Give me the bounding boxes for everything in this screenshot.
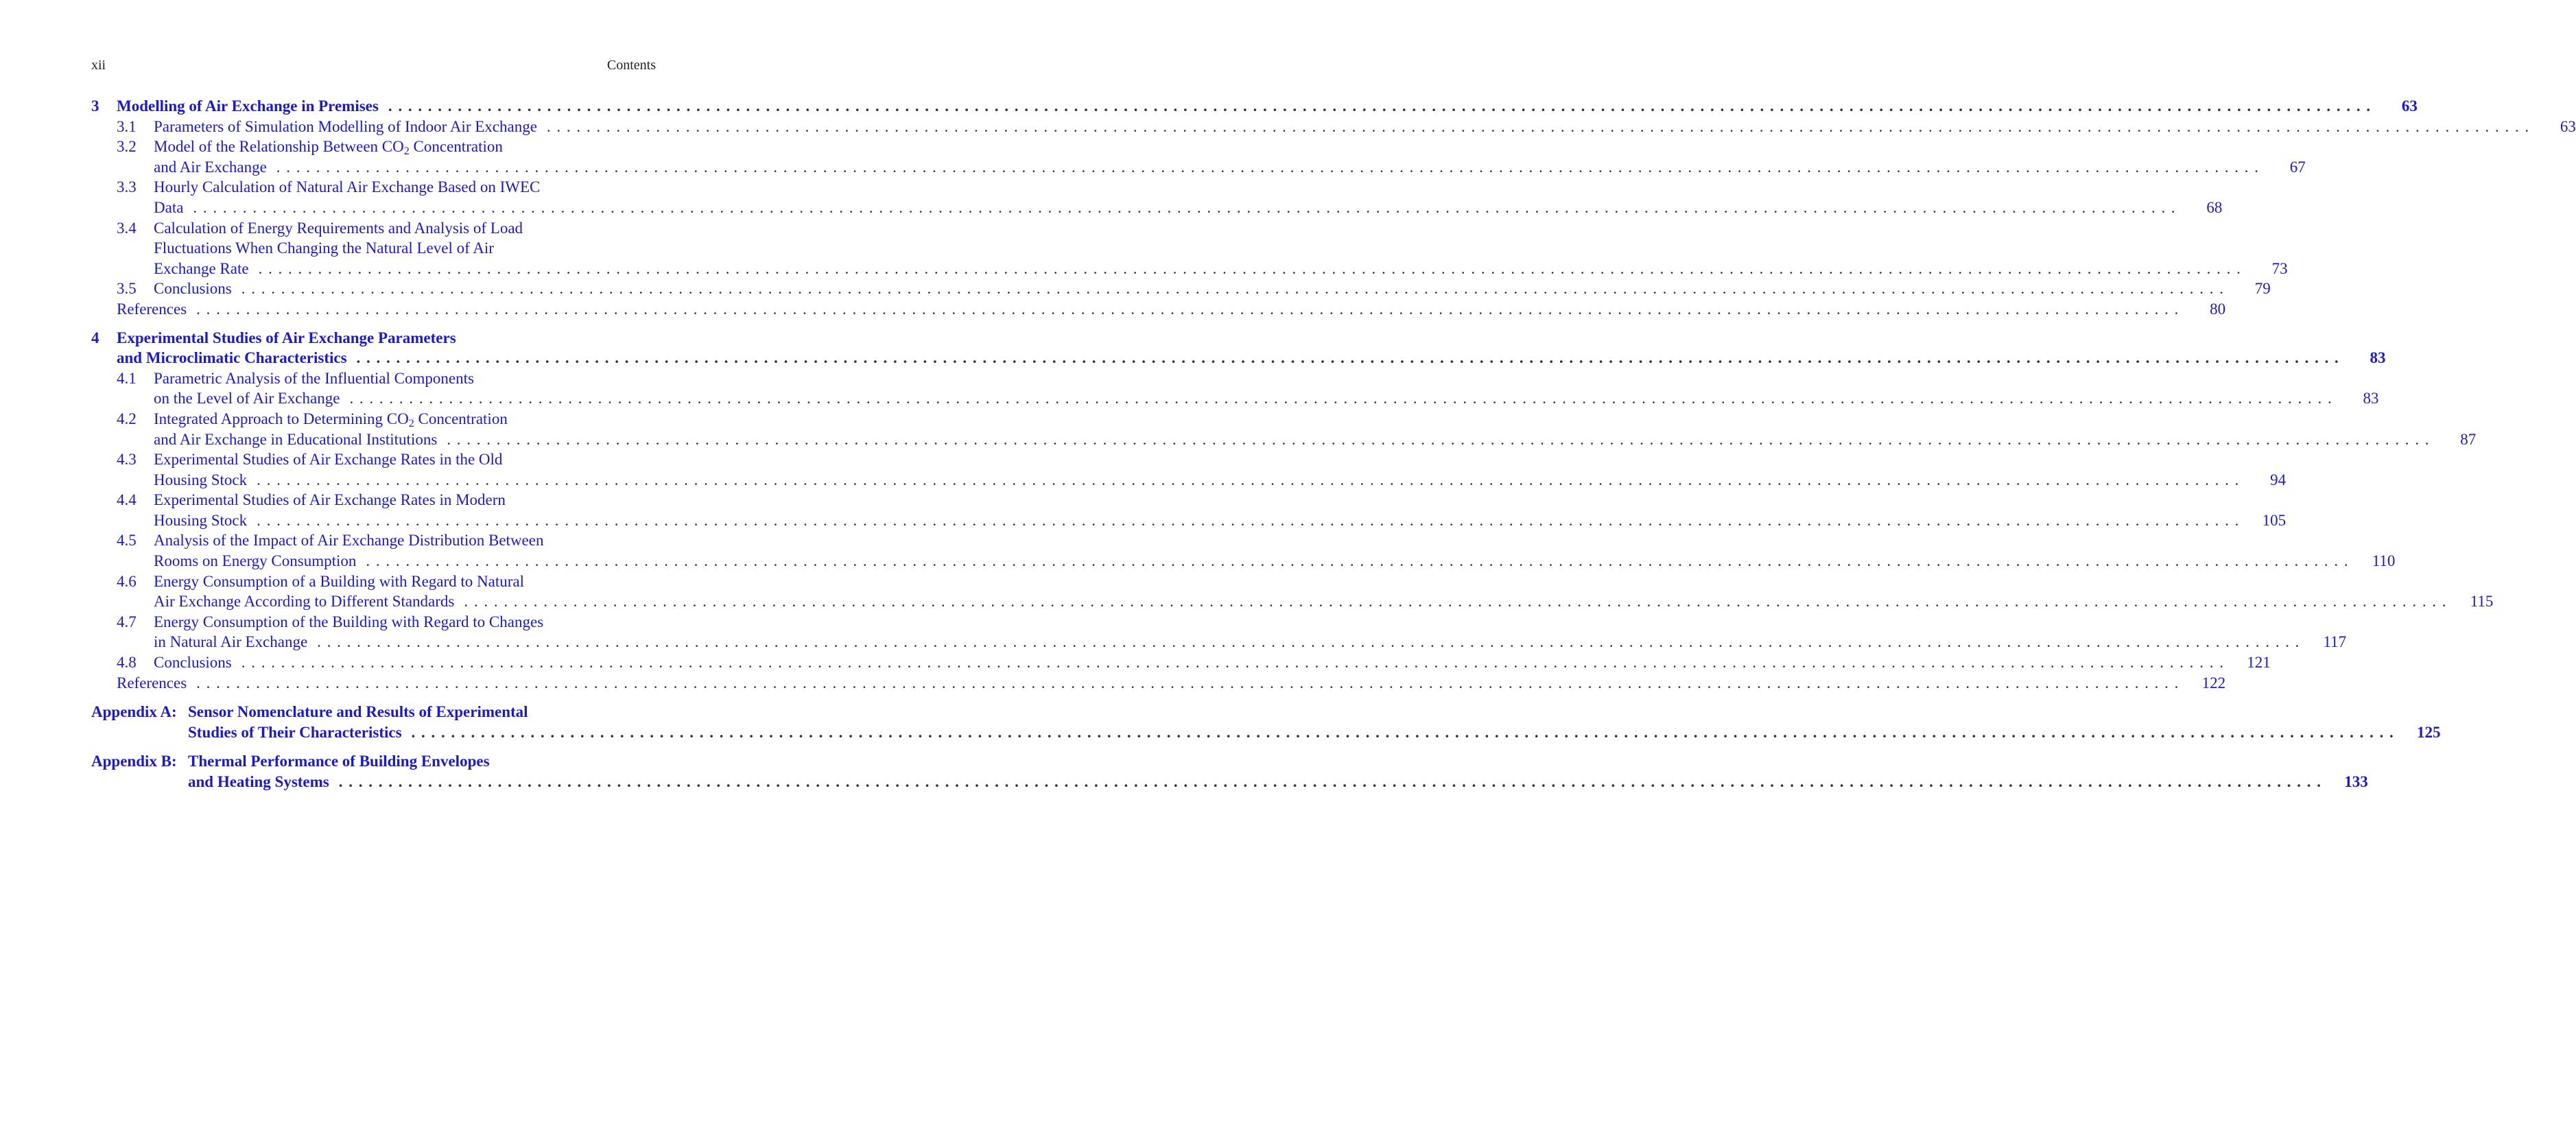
toc-page-number: 79 <box>2254 280 2271 298</box>
leader-dots: ........................................................................................................................................................................................................ <box>241 280 2230 298</box>
toc-entry-number: 4.6 <box>117 572 137 590</box>
toc-entry-title-line: Analysis of the Impact of Air Exchange Distribution Between <box>154 532 544 549</box>
toc-entry[interactable] <box>91 652 2271 673</box>
toc-entry-number: 4.8 <box>117 654 137 672</box>
toc-entry-number: 4.4 <box>117 491 137 509</box>
toc-entry-title-line: and Microclimatic Characteristics <box>117 349 347 367</box>
toc-page-number: 105 <box>2262 511 2287 529</box>
toc-entry[interactable] <box>91 449 2287 490</box>
leader-dots: ........................................................................................................................................................................................................ <box>464 593 2453 611</box>
leader-dots: ........................................................................................................................................................................................................ <box>257 511 2245 529</box>
toc-entry-number: 3.1 <box>117 117 137 135</box>
toc-entry-title-line: Experimental Studies of Air Exchange Rates in the Old <box>154 451 503 469</box>
toc-entry-number: 4.1 <box>117 369 137 387</box>
leader-dots: ........................................................................................................................................................................................................ <box>276 158 2265 176</box>
toc-entry-title-line: Conclusions <box>154 280 232 298</box>
toc-entry-number: Appendix B: <box>91 753 177 770</box>
toc-page-number: 68 <box>2206 198 2223 216</box>
toc-entry-number: 3 <box>91 97 99 115</box>
toc-page-number: 110 <box>2372 552 2396 570</box>
table-of-contents <box>91 96 2576 792</box>
toc-page-number: 67 <box>2289 158 2306 176</box>
toc-entry-title-line: Modelling of Air Exchange in Premises <box>117 97 379 115</box>
toc-entry[interactable] <box>91 409 2477 449</box>
toc-entry-title-line: Air Exchange According to Different Standards <box>154 593 455 611</box>
leader-dots: ........................................................................................................................................................................................................ <box>411 723 2400 741</box>
running-head <box>91 58 656 73</box>
toc-entry-title-line: and Air Exchange <box>154 158 267 176</box>
toc-entry[interactable] <box>91 117 2576 137</box>
toc-entry-title-line: Sensor Nomenclature and Results of Experimental <box>188 703 528 721</box>
toc-entry-title-line: Hourly Calculation of Natural Air Exchange Based on IWEC <box>154 178 541 196</box>
toc-entry-title-line: and Air Exchange in Educational Institutions <box>154 430 438 448</box>
toc-entry-number: 4.7 <box>117 613 137 630</box>
leader-dots: ........................................................................................................................................................................................................ <box>241 654 2230 672</box>
toc-entry[interactable] <box>91 530 2396 571</box>
leader-dots: ........................................................................................................................................................................................................ <box>317 633 2306 651</box>
toc-entry[interactable] <box>91 328 2386 368</box>
toc-entry-title-line: Energy Consumption of the Building with Regard to Changes <box>154 613 544 630</box>
toc-page-number: 73 <box>2271 259 2288 277</box>
toc-entry-title-line: Housing Stock <box>154 471 248 488</box>
toc-page-number: 83 <box>2370 349 2386 367</box>
toc-entry-number: 3.3 <box>117 178 137 196</box>
toc-entry-title-line: Model of the Relationship Between $CO_2$ Concentration <box>154 138 503 158</box>
toc-entry-title-line: and Heating Systems <box>188 773 329 790</box>
toc-entry[interactable] <box>91 279 2271 299</box>
toc-entry-number: 3.2 <box>117 138 137 156</box>
toc-page-number: 125 <box>2417 723 2441 741</box>
toc-page-number: 94 <box>2270 471 2287 488</box>
leader-dots: ........................................................................................................................................................................................................ <box>388 97 2376 115</box>
leader-dots: ........................................................................................................................................................................................................ <box>349 390 2338 407</box>
toc-entry-number: Appendix A: <box>91 703 177 721</box>
leader-dots: ........................................................................................................................................................................................................ <box>196 300 2185 318</box>
toc-entry-title-line: Housing Stock <box>154 511 248 529</box>
leader-dots: ........................................................................................................................................................................................................ <box>258 259 2247 277</box>
toc-entry-number: 4.2 <box>117 410 137 427</box>
toc-entry[interactable] <box>91 702 2441 742</box>
toc-entry-title-line: Thermal Performance of Building Envelopes <box>188 753 490 770</box>
leader-dots: ........................................................................................................................................................................................................ <box>193 198 2182 216</box>
toc-entry[interactable] <box>91 368 2379 409</box>
toc-page-number: 63 <box>2560 117 2576 135</box>
toc-entry-title-line: Conclusions <box>154 654 232 672</box>
toc-entry[interactable] <box>91 612 2347 652</box>
leader-dots: ........................................................................................................................................................................................................ <box>257 471 2245 488</box>
toc-page-number: 80 <box>2210 300 2226 318</box>
toc-entry[interactable] <box>91 96 2418 117</box>
toc-entry[interactable] <box>91 571 2494 612</box>
toc-entry-number: 3.5 <box>117 280 137 298</box>
toc-entry[interactable] <box>91 751 2368 792</box>
toc-entry-title-line: Experimental Studies of Air Exchange Parameters <box>117 329 456 346</box>
toc-entry-title-line: Exchange Rate <box>154 259 249 277</box>
toc-page-number: 121 <box>2247 654 2271 672</box>
toc-page-number: 87 <box>2460 430 2477 448</box>
toc-page-number: 83 <box>2363 390 2379 407</box>
running-title: Contents <box>606 58 656 73</box>
toc-entry[interactable] <box>91 490 2287 530</box>
toc-entry-title-line: Parameters of Simulation Modelling of Indoor Air Exchange <box>154 117 537 135</box>
leader-dots: ........................................................................................................................................................................................................ <box>546 117 2535 135</box>
toc-page-number: 63 <box>2401 97 2418 115</box>
toc-entry-title-line: References <box>117 300 187 318</box>
toc-entry-number: 3.4 <box>117 219 137 237</box>
toc-page-number: 115 <box>2470 593 2494 611</box>
toc-entry-title-line: References <box>117 674 187 691</box>
toc-entry-title-line: Rooms on Energy Consumption <box>154 552 357 570</box>
toc-entry-title-line: Experimental Studies of Air Exchange Rates in Modern <box>154 491 506 509</box>
toc-page-number: 122 <box>2201 674 2226 691</box>
toc-entry[interactable] <box>91 218 2288 279</box>
toc-entry-title-line: Integrated Approach to Determining $CO_2$ Concentration <box>154 410 508 429</box>
page-number-label: xii <box>91 58 106 73</box>
toc-entry-title-line: Studies of Their Characteristics <box>188 723 402 741</box>
toc-entry-title-line: Parametric Analysis of the Influential Components <box>154 369 474 387</box>
leader-dots: ........................................................................................................................................................................................................ <box>366 552 2354 570</box>
toc-entry-number: 4.5 <box>117 532 137 549</box>
toc-entry-title-line: Calculation of Energy Requirements and Analysis of Load <box>154 219 523 237</box>
toc-entry[interactable] <box>91 299 2226 320</box>
toc-entry-number: 4 <box>91 329 99 346</box>
toc-entry[interactable] <box>91 673 2226 694</box>
toc-entry-title-line: Energy Consumption of a Building with Regard to Natural <box>154 572 525 590</box>
toc-entry-number: 4.3 <box>117 451 137 469</box>
toc-page-number: 133 <box>2344 773 2368 790</box>
toc-entry-title-line: in Natural Air Exchange <box>154 633 308 651</box>
toc-entry[interactable] <box>91 177 2223 217</box>
toc-entry[interactable] <box>91 137 2306 177</box>
leader-dots: ........................................................................................................................................................................................................ <box>338 773 2327 790</box>
leader-dots: ........................................................................................................................................................................................................ <box>447 430 2435 448</box>
leader-dots: ........................................................................................................................................................................................................ <box>356 349 2345 367</box>
toc-entry-title-line: Data <box>154 198 184 216</box>
toc-entry-title-line: on the Level of Air Exchange <box>154 390 340 407</box>
toc-entry-title-line: Fluctuations When Changing the Natural Level of Air <box>154 239 494 257</box>
leader-dots: ........................................................................................................................................................................................................ <box>196 674 2185 691</box>
toc-page-number: 117 <box>2323 633 2347 651</box>
